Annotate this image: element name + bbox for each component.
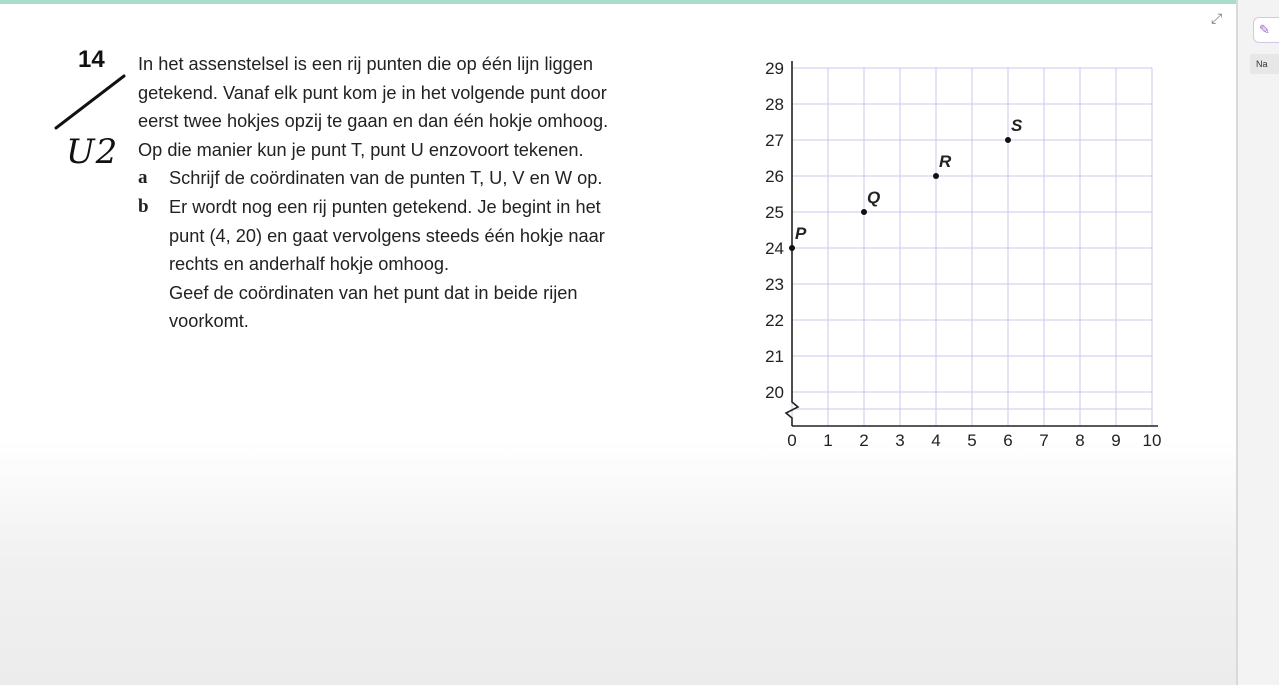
part-b-text bbox=[169, 193, 713, 336]
x-tick-label: 9 bbox=[1111, 431, 1121, 450]
tick-label-layer bbox=[765, 59, 1161, 450]
intro-line: In het assenstelsel is een rij punten die op één lijn liggen bbox=[138, 54, 593, 74]
problem-text bbox=[138, 50, 713, 336]
point-layer bbox=[789, 116, 1023, 251]
top-accent-bar bbox=[0, 0, 1236, 4]
x-tick-label: 10 bbox=[1142, 431, 1162, 450]
part-a bbox=[138, 164, 713, 193]
y-tick-label: 26 bbox=[765, 167, 784, 186]
x-tick-label: 2 bbox=[859, 431, 869, 450]
exercise-number: 14 bbox=[78, 46, 105, 73]
intro-line: getekend. Vanaf elk punt kom je in het volgende punt door bbox=[138, 82, 607, 103]
handwritten-slash bbox=[50, 70, 130, 135]
part-b-line: voorkomt. bbox=[169, 311, 249, 332]
part-b bbox=[138, 193, 713, 336]
data-point-q bbox=[861, 209, 867, 215]
right-sidebar bbox=[1236, 0, 1279, 685]
y-tick-label: 21 bbox=[765, 347, 784, 366]
part-a-text: Schrijf de coördinaten van de punten T, U, V en W op. bbox=[169, 168, 603, 189]
handwritten-mark: U2 bbox=[66, 132, 119, 172]
point-label-q: Q bbox=[867, 188, 881, 207]
x-tick-label: 1 bbox=[823, 431, 833, 450]
x-tick-label: 6 bbox=[1003, 431, 1013, 450]
point-label-p: P bbox=[795, 224, 807, 243]
point-label-r: R bbox=[939, 152, 952, 171]
y-tick-label: 25 bbox=[765, 203, 784, 222]
part-b-line: Er wordt nog een rij punten getekend. Je begint in het bbox=[169, 196, 601, 217]
edit-icon[interactable]: ✎ bbox=[1253, 17, 1279, 43]
part-b-line: punt (4, 20) en gaat vervolgens steeds één hokje naar bbox=[169, 225, 605, 246]
data-point-s bbox=[1005, 137, 1011, 143]
y-tick-label: 20 bbox=[765, 383, 784, 402]
x-tick-label: 5 bbox=[967, 431, 977, 450]
y-axis bbox=[786, 61, 798, 426]
point-label-s: S bbox=[1011, 116, 1023, 135]
y-tick-label: 27 bbox=[765, 131, 784, 150]
part-b-line: Geef de coördinaten van het punt dat in beide rijen bbox=[169, 282, 578, 303]
coordinate-chart bbox=[752, 52, 1172, 462]
data-point-p bbox=[789, 245, 795, 251]
intro-line: eerst twee hokjes opzij te gaan en dan één hokje omhoog. bbox=[138, 111, 609, 132]
x-tick-label: 0 bbox=[787, 431, 797, 450]
x-tick-label: 8 bbox=[1075, 431, 1085, 450]
intro-line: Op die manier kun je punt T, punt U enzovoort tekenen. bbox=[138, 139, 584, 160]
part-b-label: b bbox=[138, 195, 149, 217]
data-point-r bbox=[933, 173, 939, 179]
part-a-label: a bbox=[138, 167, 148, 189]
x-tick-label: 3 bbox=[895, 431, 905, 450]
expand-icon[interactable]: ⤢ bbox=[1211, 10, 1223, 26]
y-tick-label: 29 bbox=[765, 59, 784, 78]
y-tick-label: 24 bbox=[765, 239, 784, 258]
x-tick-label: 7 bbox=[1039, 431, 1049, 450]
part-b-line: rechts en anderhalf hokje omhoog. bbox=[169, 254, 450, 275]
grid-layer bbox=[792, 68, 1152, 426]
y-tick-label: 22 bbox=[765, 311, 784, 330]
y-tick-label: 23 bbox=[765, 275, 784, 294]
x-tick-label: 4 bbox=[931, 431, 941, 450]
y-tick-label: 28 bbox=[765, 95, 784, 114]
sidebar-button[interactable]: Na bbox=[1250, 54, 1279, 74]
